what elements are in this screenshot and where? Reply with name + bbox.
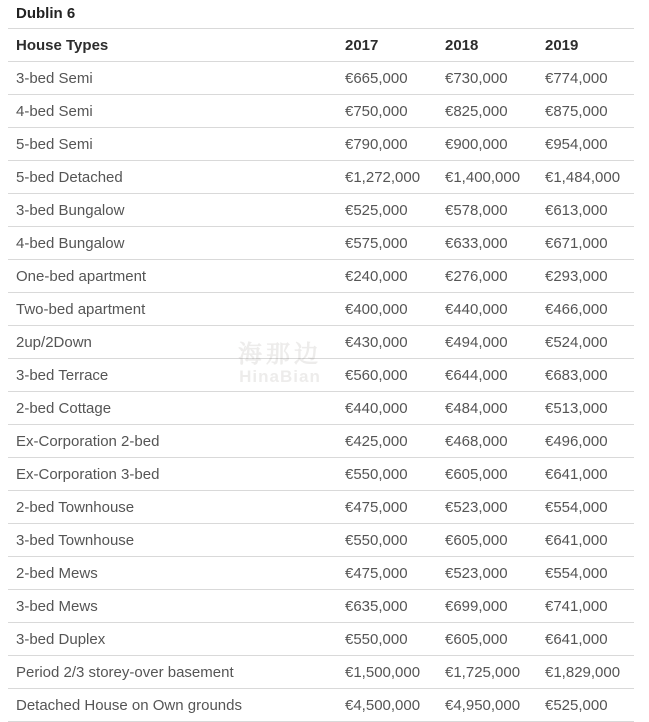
watermark-latin-text: HinaBian <box>239 367 321 387</box>
price-cell: €550,000 <box>337 458 437 491</box>
house-type-cell: 5-bed Detached <box>8 161 337 194</box>
price-cell: €430,000 <box>337 326 437 359</box>
price-cell: €900,000 <box>437 128 537 161</box>
price-cell: €1,272,000 <box>337 161 437 194</box>
price-cell: €1,500,000 <box>337 656 437 689</box>
watermark-chinese-text: 海那边 <box>238 341 322 368</box>
price-cell: €1,484,000 <box>537 161 634 194</box>
price-cell: €400,000 <box>337 293 437 326</box>
house-type-cell: 3-bed Duplex <box>8 623 337 656</box>
price-cell: €560,000 <box>337 359 437 392</box>
price-cell: €644,000 <box>437 359 537 392</box>
table-row <box>8 62 634 95</box>
price-cell: €468,000 <box>437 425 537 458</box>
price-cell: €484,000 <box>437 392 537 425</box>
table-row <box>8 359 634 392</box>
price-cell: €633,000 <box>437 227 537 260</box>
price-cell: €440,000 <box>337 392 437 425</box>
table-row <box>8 326 634 359</box>
house-type-cell: 3-bed Townhouse <box>8 524 337 557</box>
price-cell: €525,000 <box>337 194 437 227</box>
price-table-container <box>8 0 634 722</box>
price-cell: €524,000 <box>537 326 634 359</box>
price-cell: €440,000 <box>437 293 537 326</box>
price-cell: €790,000 <box>337 128 437 161</box>
price-cell: €613,000 <box>537 194 634 227</box>
house-type-cell: One-bed apartment <box>8 260 337 293</box>
price-cell: €605,000 <box>437 524 537 557</box>
price-cell: €605,000 <box>437 458 537 491</box>
price-cell: €641,000 <box>537 458 634 491</box>
price-cell: €875,000 <box>537 95 634 128</box>
table-row <box>8 392 634 425</box>
house-type-cell: Ex-Corporation 3-bed <box>8 458 337 491</box>
house-type-cell: 2-bed Townhouse <box>8 491 337 524</box>
table-header-row <box>8 29 634 62</box>
house-type-cell: 3-bed Bungalow <box>8 194 337 227</box>
house-type-cell: 4-bed Bungalow <box>8 227 337 260</box>
table-row <box>8 425 634 458</box>
price-cell: €466,000 <box>537 293 634 326</box>
house-type-cell: 3-bed Mews <box>8 590 337 623</box>
price-cell: €730,000 <box>437 62 537 95</box>
table-row <box>8 689 634 722</box>
table-row <box>8 260 634 293</box>
column-header-year: 2018 <box>437 29 537 62</box>
price-cell: €513,000 <box>537 392 634 425</box>
price-cell: €4,500,000 <box>337 689 437 722</box>
table-row <box>8 458 634 491</box>
price-cell: €550,000 <box>337 623 437 656</box>
house-type-cell: 4-bed Semi <box>8 95 337 128</box>
table-row <box>8 95 634 128</box>
house-type-cell: 3-bed Terrace <box>8 359 337 392</box>
price-cell: €825,000 <box>437 95 537 128</box>
price-cell: €750,000 <box>337 95 437 128</box>
price-cell: €475,000 <box>337 491 437 524</box>
price-cell: €1,725,000 <box>437 656 537 689</box>
house-type-cell: 2-bed Cottage <box>8 392 337 425</box>
price-cell: €550,000 <box>337 524 437 557</box>
price-cell: €494,000 <box>437 326 537 359</box>
price-cell: €554,000 <box>537 557 634 590</box>
house-type-cell: 2up/2Down <box>8 326 337 359</box>
price-cell: €1,400,000 <box>437 161 537 194</box>
price-cell: €641,000 <box>537 623 634 656</box>
price-cell: €475,000 <box>337 557 437 590</box>
price-cell: €774,000 <box>537 62 634 95</box>
price-cell: €4,950,000 <box>437 689 537 722</box>
table-row <box>8 524 634 557</box>
table-row <box>8 656 634 689</box>
price-cell: €293,000 <box>537 260 634 293</box>
house-prices-table <box>8 28 634 722</box>
table-row <box>8 161 634 194</box>
page-title: Dublin 6 <box>16 5 76 22</box>
price-cell: €276,000 <box>437 260 537 293</box>
house-type-cell: Ex-Corporation 2-bed <box>8 425 337 458</box>
house-type-cell: 3-bed Semi <box>8 62 337 95</box>
price-cell: €496,000 <box>537 425 634 458</box>
price-cell: €635,000 <box>337 590 437 623</box>
price-cell: €741,000 <box>537 590 634 623</box>
price-cell: €523,000 <box>437 491 537 524</box>
price-cell: €578,000 <box>437 194 537 227</box>
price-cell: €575,000 <box>337 227 437 260</box>
price-cell: €641,000 <box>537 524 634 557</box>
house-type-cell: Period 2/3 storey-over basement <box>8 656 337 689</box>
price-cell: €240,000 <box>337 260 437 293</box>
price-cell: €425,000 <box>337 425 437 458</box>
column-header-year: 2017 <box>337 29 437 62</box>
price-cell: €605,000 <box>437 623 537 656</box>
house-type-cell: 5-bed Semi <box>8 128 337 161</box>
table-row <box>8 623 634 656</box>
house-type-cell: Detached House on Own grounds <box>8 689 337 722</box>
price-cell: €665,000 <box>337 62 437 95</box>
table-row <box>8 491 634 524</box>
price-cell: €525,000 <box>537 689 634 722</box>
table-row <box>8 557 634 590</box>
price-cell: €699,000 <box>437 590 537 623</box>
table-row <box>8 227 634 260</box>
price-cell: €554,000 <box>537 491 634 524</box>
price-cell: €523,000 <box>437 557 537 590</box>
house-type-cell: 2-bed Mews <box>8 557 337 590</box>
table-row <box>8 128 634 161</box>
price-cell: €1,829,000 <box>537 656 634 689</box>
house-type-cell: Two-bed apartment <box>8 293 337 326</box>
price-cell: €671,000 <box>537 227 634 260</box>
table-row <box>8 293 634 326</box>
table-row <box>8 590 634 623</box>
column-header-year: 2019 <box>537 29 634 62</box>
price-cell: €683,000 <box>537 359 634 392</box>
column-header-house-types: House Types <box>8 29 337 62</box>
table-row <box>8 194 634 227</box>
price-cell: €954,000 <box>537 128 634 161</box>
